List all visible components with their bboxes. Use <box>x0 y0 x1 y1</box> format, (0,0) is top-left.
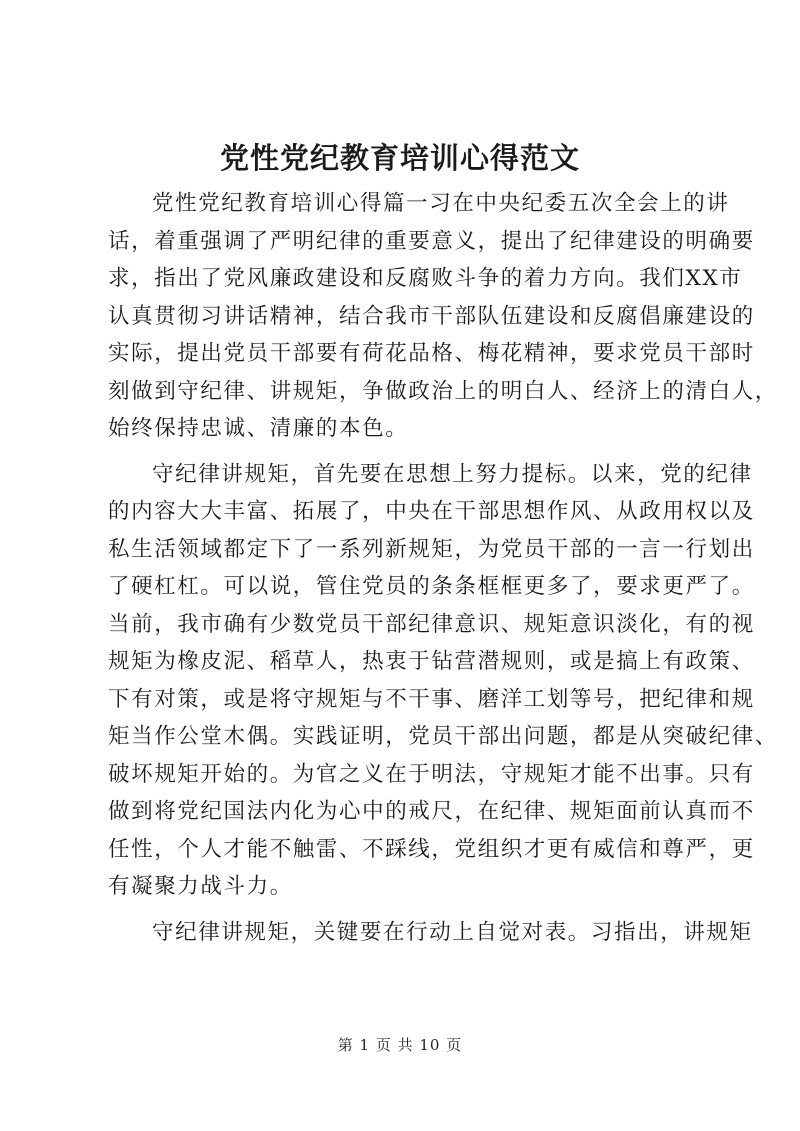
paragraph-2-line-5: 当前，我市确有少数党员干部纪律意识、规矩意识淡化，有的视 <box>108 611 755 637</box>
paragraph-1-line-2: 话，着重强调了严明纪律的重要意义，提出了纪律建设的明确要 <box>108 228 755 254</box>
document-body <box>108 185 778 951</box>
paragraph-2-line-8: 矩当作公堂木偶。实践证明，党员干部出问题，都是从突破纪律、 <box>108 724 778 749</box>
document-title: 党性党纪教育培训心得范文 <box>219 141 580 175</box>
paragraph-2-line-12: 有凝聚力战斗力。 <box>108 874 293 899</box>
paragraph-1-line-7: 始终保持忠诚、清廉的本色。 <box>108 416 409 441</box>
paragraph-1-line-6: 刻做到守纪律、讲规矩，争做政治上的明白人、经济上的清白人， <box>108 378 778 404</box>
paragraph-2-line-3: 私生活领域都定下了一系列新规矩，为党员干部的一言一行划出 <box>108 536 755 562</box>
paragraph-2-line-2: 的内容大大丰富、拓展了，中央在干部思想作风、从政用权以及 <box>108 499 755 524</box>
paragraph-3-line-1: 守纪律讲规矩，关键要在行动上自觉对表。习指出，讲规矩 <box>152 919 753 945</box>
paragraph-2-line-4: 了硬杠杠。可以说，管住党员的条条框框更多了，要求更严了。 <box>108 574 755 599</box>
page-number-footer: 第 1 页 共 10 页 <box>337 1036 463 1054</box>
paragraph-1-line-1: 党性党纪教育培训心得篇一习在中央纪委五次全会上的讲 <box>152 191 730 216</box>
paragraph-2-line-7: 下有对策，或是将守规矩与不干事、磨洋工划等号，把纪律和规 <box>108 686 755 712</box>
paragraph-1-line-5: 实际，提出党员干部要有荷花品格、梅花精神，要求党员干部时 <box>108 341 755 366</box>
paragraph-2-line-10: 做到将党纪国法内化为心中的戒尺，在纪律、规矩面前认真而不 <box>108 799 755 824</box>
paragraph-2-line-9: 破坏规矩开始的。为官之义在于明法，守规矩才能不出事。只有 <box>108 761 755 787</box>
paragraph-1-line-4: 认真贯彻习讲话精神，结合我市干部队伍建设和反腐倡廉建设的 <box>108 303 755 329</box>
paragraph-1-line-3: 求，指出了党风廉政建设和反腐败斗争的着力方向。我们XX市 <box>108 266 743 291</box>
paragraph-2-line-6: 规矩为橡皮泥、稻草人，热衷于钻营潜规则，或是搞上有政策、 <box>108 649 755 674</box>
paragraph-2-line-1: 守纪律讲规矩，首先要在思想上努力提标。以来，党的纪律 <box>152 461 753 487</box>
paragraph-spacer <box>108 448 702 456</box>
paragraph-spacer <box>108 906 702 914</box>
paragraph-2-line-11: 任性，个人才能不触雷、不踩线，党组织才更有威信和尊严，更 <box>108 836 755 862</box>
